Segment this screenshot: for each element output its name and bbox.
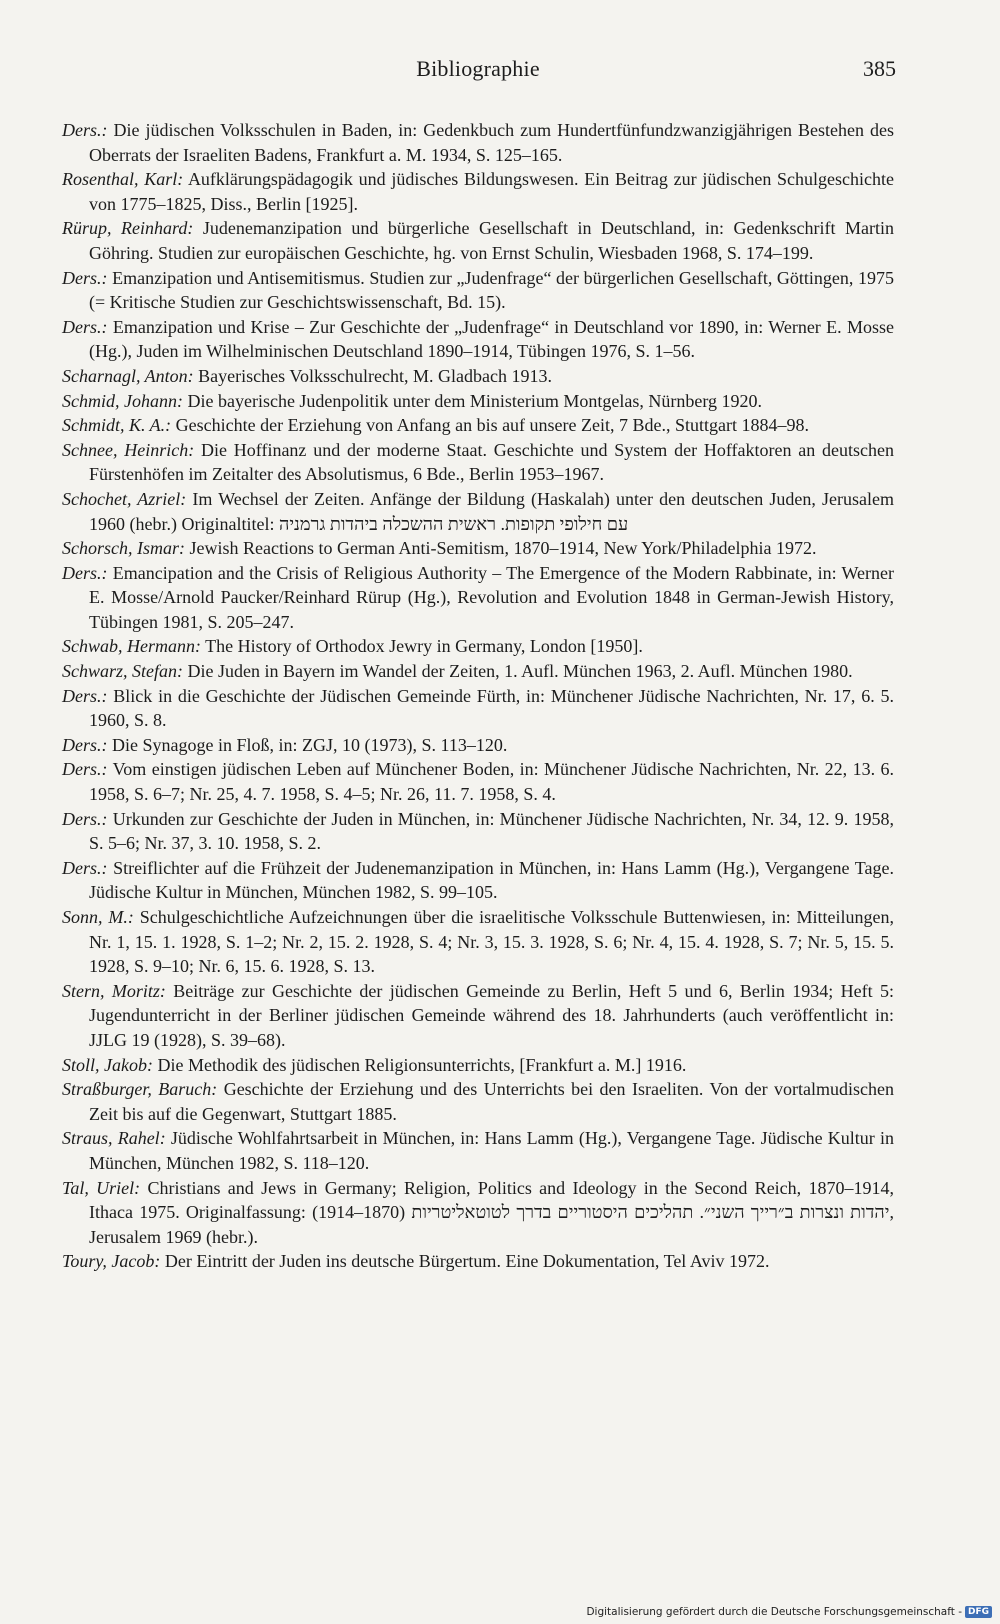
bibliography-entry	[62, 266, 894, 315]
bibliography-entry	[62, 118, 894, 167]
entry-author: Schnee, Heinrich:	[62, 439, 195, 460]
bibliography-entry	[62, 561, 894, 635]
bibliography-entry	[62, 167, 894, 216]
bibliography-entry	[62, 1077, 894, 1126]
bibliography-entry	[62, 389, 894, 414]
entry-author: Stern, Moritz:	[62, 980, 166, 1001]
entry-text: Geschichte der Erziehung von Anfang an bis auf unsere Zeit, 7 Bde., Stuttgart 1884–98.	[171, 415, 810, 436]
bibliography-entry	[62, 438, 894, 487]
running-title: Bibliographie	[416, 56, 540, 81]
entry-text: Streiflichter auf die Frühzeit der Judenemanzipation in München, in: Hans Lamm (Hg.), Vergangene Tage. Jüdische Kultur in München, München 1982, S. 99–105.	[89, 857, 894, 903]
entry-text: Die Juden in Bayern im Wandel der Zeiten, 1. Aufl. München 1963, 2. Aufl. München 1980.	[183, 661, 853, 682]
entry-text: Geschichte der Erziehung und des Unterrichts bei den Israeliten. Von der vortalmudischen Zeit bis auf die Gegenwart, Stuttgart 1885.	[89, 1079, 895, 1124]
entry-text: Die bayerische Judenpolitik unter dem Ministerium Montgelas, Nürnberg 1920.	[182, 390, 763, 411]
entry-author: Ders.:	[62, 857, 108, 878]
entry-author: Rosenthal, Karl:	[62, 169, 184, 190]
bibliography-entry	[62, 733, 894, 758]
entry-author: Ders.:	[62, 685, 108, 706]
entry-text: Der Eintritt der Juden ins deutsche Bürgertum. Eine Dokumentation, Tel Aviv 1972.	[160, 1251, 770, 1272]
entry-author: Schwarz, Stefan:	[62, 661, 183, 682]
bibliography-entry	[62, 364, 894, 389]
entry-text: Beiträge zur Geschichte der jüdischen Gemeinde zu Berlin, Heft 5 und 6, Berlin 1934; Heft 5: Jugendunterricht in der Berliner jüdischen Gemeinde während des 18. Jahrhunderts (auch veröffentlicht in: JJLG 19 (1928), S. 39–68).	[89, 980, 894, 1050]
entry-author: Ders.:	[62, 316, 108, 337]
footer-text: Digitalisierung gefördert durch die Deutsche Forschungsgemeinschaft -	[586, 1606, 962, 1618]
entry-author: Ders.:	[62, 808, 108, 829]
entry-text: Die jüdischen Volksschulen in Baden, in: Gedenkbuch zum Hundertfünfundzwanzigjährigen Bestehen des Oberrats der Israeliten Badens, Frankfurt a. M. 1934, S. 125–165.	[89, 120, 894, 165]
entry-author: Ders.:	[62, 734, 108, 755]
entry-text: Vom einstigen jüdischen Leben auf Münchener Boden, in: Münchener Jüdische Nachrichten, Nr. 22, 13. 6. 1958, S. 6–7; Nr. 25, 4. 7. 1958, S. 4–5; Nr. 26, 11. 7. 1958, S. 4.	[89, 759, 894, 805]
entry-text: Jewish Reactions to German Anti-Semitism, 1870–1914, New York/Philadelphia 1972.	[185, 538, 817, 559]
entry-author: Straus, Rahel:	[62, 1128, 166, 1149]
entry-text: Christians and Jews in Germany; Religion, Politics and Ideology in the Second Reich, 1870–1914, Ithaca 1975. Originalfassung: (1914–1870) יהדות ונצרות ב״רייך השני״. תהליכים היסטוריים בדרך לטוטאליטריות, Jerusalem 1969 (hebr.).	[89, 1177, 895, 1247]
running-head	[60, 56, 896, 90]
digitization-footer	[586, 1606, 992, 1618]
bibliography-entry	[62, 684, 894, 733]
entry-author: Schmid, Johann:	[62, 390, 183, 411]
entry-text: Blick in die Geschichte der Jüdischen Gemeinde Fürth, in: Münchener Jüdische Nachrichten, Nr. 17, 6. 5. 1960, S. 8.	[89, 685, 894, 731]
entry-author: Sonn, M.:	[62, 907, 134, 927]
entry-author: Stoll, Jakob:	[62, 1054, 153, 1075]
bibliography-entry	[62, 216, 894, 265]
entry-text: Im Wechsel der Zeiten. Anfänge der Bildung (Haskalah) unter den deutschen Juden, Jerusalem 1960 (hebr.) Originaltitel: עם חילופי תקופות. ראשית ההשכלה ביהדות גרמניה	[89, 488, 895, 534]
bibliography-entry	[62, 856, 894, 905]
bibliography-entry	[62, 315, 894, 364]
bibliography-entry	[62, 487, 894, 536]
entry-text: Urkunden zur Geschichte der Juden in München, in: Münchener Jüdische Nachrichten, Nr. 34, 12. 9. 1958, S. 5–6; Nr. 37, 3. 10. 1958, S. 2.	[89, 808, 894, 854]
bibliography-entry	[62, 659, 894, 684]
entry-author: Schochet, Azriel:	[62, 488, 187, 509]
entry-text: Emanzipation und Antisemitismus. Studien zur „Judenfrage“ der bürgerlichen Gesellschaft, Göttingen, 1975 (= Kritische Studien zur Geschichtswissenschaft, Bd. 15).	[89, 267, 894, 313]
bibliography-entry	[62, 757, 894, 806]
entry-author: Ders.:	[62, 759, 108, 780]
entry-text: Bayerisches Volksschulrecht, M. Gladbach 1913.	[193, 365, 552, 386]
entry-author: Ders.:	[62, 562, 108, 583]
entry-author: Scharnagl, Anton:	[62, 365, 194, 386]
bibliography-entry	[62, 1176, 894, 1250]
entry-text: Schulgeschichtliche Aufzeichnungen über die israelitische Volksschule Buttenwiesen, in: Mitteilungen, Nr. 1, 15. 1. 1928, S. 1–2; Nr. 2, 15. 2. 1928, S. 4; Nr. 3, 15. 3. 1928, S. 6; Nr. 4, 15. 4. 1928, S. 7; Nr. 5, 15. 5. 1928, S. 9–10; Nr. 6, 15. 6. 1928, S. 13.	[89, 907, 894, 977]
dfg-logo: DFG	[965, 1606, 992, 1618]
bibliography-entry	[62, 634, 894, 659]
bibliography-entry	[62, 1053, 894, 1078]
bibliography-entry	[62, 1126, 894, 1175]
entry-text: The History of Orthodox Jewry in Germany, London [1950].	[200, 636, 643, 657]
entry-text: Die Hoffinanz und der moderne Staat. Geschichte und System der Hoffaktoren an deutschen Fürstenhöfen im Zeitalter des Absolutismus, 6 Bde., Berlin 1953–1967.	[89, 439, 894, 485]
entry-author: Schwab, Hermann:	[62, 636, 201, 657]
entry-author: Rürup, Reinhard:	[62, 218, 194, 239]
bibliography-entry	[62, 979, 894, 1053]
entry-text: Emancipation and the Crisis of Religious Authority – The Emergence of the Modern Rabbinate, in: Werner E. Mosse/Arnold Paucker/Reinhard Rürup (Hg.), Revolution and Evolution 1848 in German-Jewish History, Tübingen 1981, S. 205–247.	[89, 562, 894, 632]
entry-author: Toury, Jacob:	[62, 1251, 161, 1272]
entry-author: Tal, Uriel:	[62, 1177, 141, 1198]
entry-author: Schorsch, Ismar:	[62, 538, 185, 559]
bibliography-entry	[62, 807, 894, 856]
entry-text: Aufklärungspädagogik und jüdisches Bildungswesen. Ein Beitrag zur jüdischen Schulgeschichte von 1775–1825, Diss., Berlin [1925].	[89, 169, 894, 214]
entry-text: Judenemanzipation und bürgerliche Gesellschaft in Deutschland, in: Gedenkschrift Martin Göhring. Studien zur europäischen Geschichte, hg. von Ernst Schulin, Wiesbaden 1968, S. 174–199.	[89, 218, 894, 263]
entry-text: Die Methodik des jüdischen Religionsunterrichts, [Frankfurt a. M.] 1916.	[152, 1054, 687, 1075]
entry-text: Emanzipation und Krise – Zur Geschichte der „Judenfrage“ in Deutschland vor 1890, in: Werner E. Mosse (Hg.), Juden im Wilhelminischen Deutschland 1890–1914, Tübingen 1976, S. 1–56.	[89, 316, 894, 362]
entry-text: Jüdische Wohlfahrtsarbeit in München, in: Hans Lamm (Hg.), Vergangene Tage. Jüdische Kultur in München, München 1982, S. 118–120.	[89, 1128, 894, 1173]
bibliography-entry	[62, 413, 894, 438]
entry-author: Ders.:	[62, 120, 108, 140]
page-number: 385	[863, 56, 896, 81]
entry-author: Straßburger, Baruch:	[62, 1079, 218, 1100]
entry-author: Ders.:	[62, 267, 108, 288]
entry-text: Die Synagoge in Floß, in: ZGJ, 10 (1973), S. 113–120.	[107, 734, 508, 755]
entry-author: Schmidt, K. A.:	[62, 415, 172, 436]
bibliography-list	[62, 118, 894, 1274]
bibliography-entry	[62, 905, 894, 979]
bibliography-entry	[62, 536, 894, 561]
bibliography-entry	[62, 1249, 894, 1274]
